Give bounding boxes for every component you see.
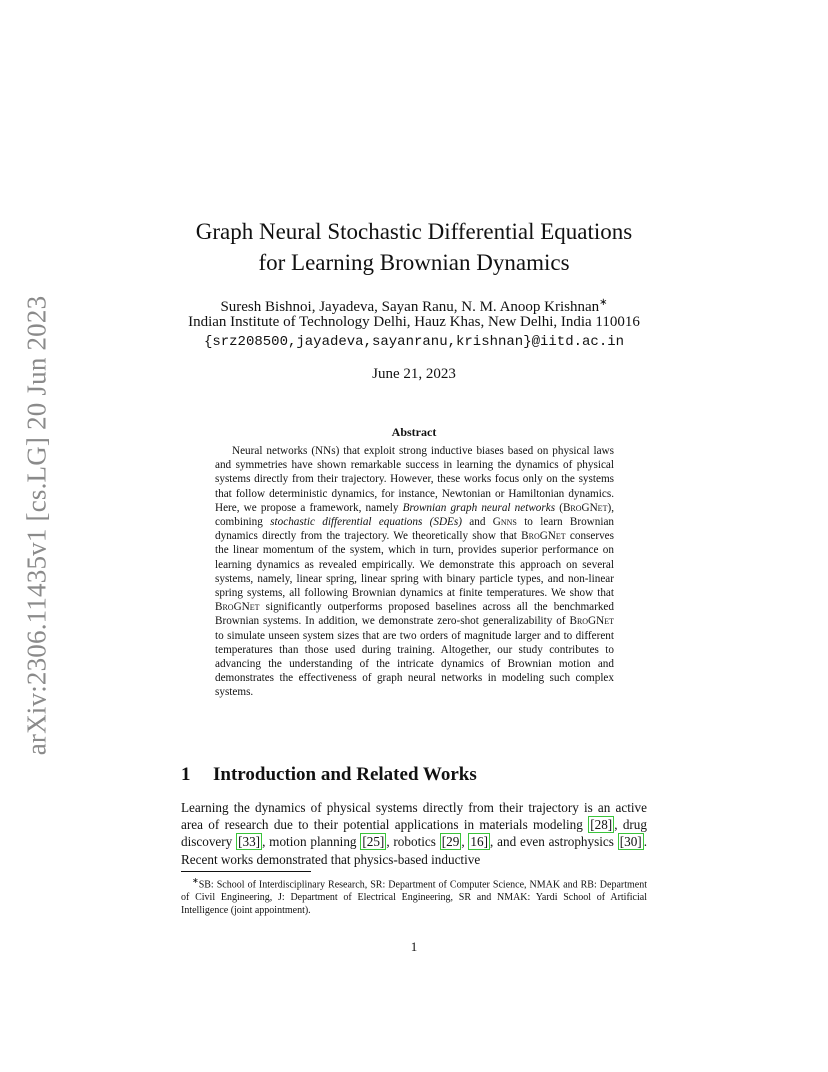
abstract-emphasis: stochastic differential equations (SDEs) — [270, 516, 462, 529]
citation-link[interactable]: 16] — [470, 834, 489, 850]
author-emails: {srz208500,jayadeva,sayanranu,krishnan}@iitd.ac.in — [203, 334, 625, 350]
section-number: 1 — [181, 764, 191, 785]
intro-text: , motion planning — [262, 834, 361, 850]
abstract-text: ( — [555, 501, 563, 514]
gnns-name: Gnns — [492, 516, 517, 529]
citation-link[interactable]: [29 — [441, 834, 460, 850]
affiliation: Indian Institute of Technology Delhi, Hauz Khas, New Delhi, India 110016 — [188, 314, 640, 330]
author-footnote-mark: ∗ — [599, 297, 608, 308]
paper-date: June 21, 2023 — [372, 366, 456, 382]
intro-text: , — [461, 834, 469, 850]
footnote — [181, 874, 647, 917]
title-line-1: Graph Neural Stochastic Differential Equations — [195, 219, 633, 244]
citation-link[interactable]: [33] — [238, 834, 261, 850]
arxiv-identifier-text: arXiv:2306.11435v1 [cs.LG] 20 Jun 2023 — [21, 295, 52, 755]
brognet-name: BroGNet — [569, 615, 614, 628]
citation-link[interactable]: [25] — [362, 834, 385, 850]
brognet-name: BroGNet — [521, 530, 566, 543]
abstract-text: significantly outperforms proposed baselines across all the benchmarked Brownian systems. In addition, we demonstrate zero-shot generalizability of — [215, 601, 614, 628]
section-heading — [181, 764, 477, 786]
abstract-text: to learn Brownian dynamics directly from the trajectory. We theoretically show that — [215, 516, 615, 543]
paper-title — [150, 216, 678, 278]
footnote-mark: ∗ — [192, 876, 199, 885]
abstract-text: to simulate unseen system sizes that are two orders of magnitude larger and to different temperatures than those used during training. Altogether, our study contributes to advancing the understanding of the intricate dynamics of Brownian motion and demonstrates the effectiveness of graph neural networks in modeling such complex systems. — [215, 629, 614, 699]
page-number: 1 — [410, 939, 418, 954]
intro-text: Learning the dynamics of physical systems directly from their trajectory is an active area of research due to their potential applications in materials modeling — [181, 800, 647, 833]
brognet-name: BroGNet — [215, 601, 260, 614]
abstract-text: and — [461, 516, 493, 529]
footnote-text: SB: School of Interdisciplinary Research, SR: Department of Computer Science, NMAK and RB: Department of Civil Engineering, J: Department of Electrical Engineering, SR and NMAK: Yardi School of Artificial Intelligence (joint appointment). — [181, 879, 647, 917]
abstract-text: Neural networks (NNs) that exploit strong inductive biases based on physical laws and symmetries have shown remarkable success in learning the dynamics of physical systems directly from their trajectory. However, these works focus only on the systems that follow deterministic dynamics, for instance, Newtonian or Hamiltonian dynamics. Here, we propose a framework, namely — [215, 445, 614, 514]
abstract-text: conserves the linear momentum of the system, which in turn, provides superior performance on learning dynamics as revealed empirically. We demonstrate this approach on several systems, namely, linear spring, linear spring with binary particle types, and non-linear spring systems, all following Brownian dynamics at finite temperatures. We show that — [215, 530, 614, 600]
title-line-2: for Learning Brownian Dynamics — [258, 250, 570, 275]
abstract-heading: Abstract — [391, 425, 437, 439]
arxiv-identifier — [17, 290, 57, 760]
abstract-text: ), combining — [215, 501, 614, 529]
intro-text: , robotics — [386, 834, 440, 850]
abstract-emphasis: Brownian graph neural networks — [402, 501, 556, 514]
introduction-paragraph — [181, 799, 647, 868]
intro-text: . Recent works demonstrated that physics-based inductive — [181, 834, 647, 867]
intro-text: , and even astrophysics — [490, 834, 618, 850]
footnote-divider — [181, 871, 311, 872]
abstract-body — [215, 444, 614, 700]
section-title: Introduction and Related Works — [213, 764, 477, 785]
citation-link[interactable]: [28] — [590, 817, 613, 833]
authors-text: Suresh Bishnoi, Jayadeva, Sayan Ranu, N. M. Anoop Krishnan — [220, 299, 600, 315]
brognet-name: BroGNet — [562, 501, 608, 514]
intro-text: , drug discovery — [181, 817, 647, 850]
citation-link[interactable]: [30] — [619, 834, 642, 850]
